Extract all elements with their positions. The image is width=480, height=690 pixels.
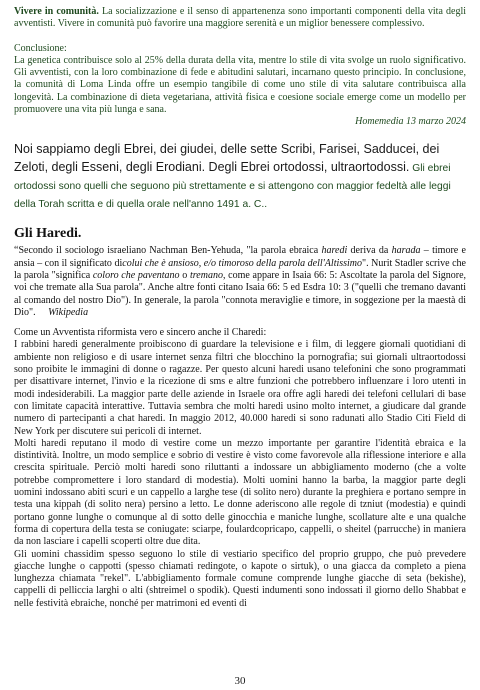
body-paragraph-chassidim: Gli uomini chassidim spesso seguono lo stile di vestiario specifico del proprio gruppo, che può prevedere giacche lunghe o cappotti (spesso chiamati redingote, o kapote o sirtuk), o una giacca da completo a piena lunghezza chiamata "rekel". L'abbigliamento formale comune comprende lunghe giacche di seta (bekishe), cappelli di pelliccia larghi o alti (shtreimel o spodik). Questi indumenti sono indossati il giorno dello Shabbat e nelle festività ebraiche, nonché per matrimoni ed eventi di	[14, 548, 466, 609]
page-number: 30	[234, 675, 246, 687]
quote-part: – timore e ansia – con il significato di	[14, 245, 466, 269]
quote-part: “Secondo il sociologo israeliano Nachman Ben-Yehuda, "la parola ebraica	[14, 245, 322, 257]
community-paragraph	[14, 6, 466, 31]
quote-source: Wikipedia	[48, 306, 89, 318]
conclusion-heading: Conclusione:	[14, 42, 67, 54]
intro-big-text: Noi sappiamo degli Ebrei, dei giudei, delle sette Scribi, Farisei, Sadducei, dei Zeloti, degli Esseni, degli Erodiani. Degli Ebrei ortodossi, ultraortodossi.	[14, 142, 440, 175]
quote-part: deriva da	[347, 245, 392, 257]
conclusion-signature: Homemedia 13 marzo 2024	[355, 116, 466, 128]
community-text: La socializzazione e il senso di appartenenza sono importanti componenti della vita degli avventisti. Vivere in comunità può favorire una maggiore serenità e un miglior benessere complessivo.	[14, 6, 467, 30]
intro-rest-text: Gli ebrei ortodossi sono quelli che seguono più strettamente e si attengono con maggior fedeltà alle leggi della Torah scritta e di quella orale nell'anno 1491 a. C..	[14, 163, 451, 211]
quote-italic: harada	[391, 245, 421, 257]
quote-part: ". Nurit Stadler scrive che la parola "significa	[14, 257, 466, 281]
quote-part: o	[179, 269, 190, 281]
quote-italic: haredi	[321, 245, 348, 257]
quote-italic: tremano	[189, 269, 223, 281]
body-paragraph-dress: Molti haredi reputano il modo di vestire come un mezzo importante per garantire l'identità ebraica e la distintività. Inoltre, un modo semplice e sobrio di vestire è visto come favorevole alla riflessione interiore e alla crescita spirituale. Perciò molti haredi sono riluttanti a indossare un abbigliamento moderno (che a volte potrebbe compromettere i loro standard di modestia). Molti uomini hanno la barba, la maggior parte degli uomini indossano abiti scuri e un cappello a larghe tese (di solito nero) durante la preghiera e portano sempre in testa una kippah (di solito nera) persino a letto. Le donne aderiscono alle regole di tzniut (modestia) e quindi portano gonne lunghe o comunque al di sotto delle ginocchia e maniche lunghe, scollature alte e una qualche forma di copertura della testa se coniugate: sciarpe, foulardcopricapo, cappelli, o sheitel (parrucche) in maniera da non lasciare i capelli scoperti oltre due dita.	[14, 437, 466, 548]
quote-part: , come appare in Isaia 66: 5: Ascoltate la parola del Signore, voi che tremate alla Sua parola". Anche altre fonti citano Isaia 66: 5 ed Esdra 10: 3 ("quelli che tremano davanti al comando del nostro Dio"). In generale, la parola "connota meraviglie e timore, in soggezione per la maestà di Dio".	[14, 269, 467, 318]
community-heading: Vivere in comunità.	[14, 6, 99, 17]
haredi-title: Gli Haredi.	[14, 226, 82, 242]
intro-paragraph	[14, 140, 466, 212]
quote-italic: colui che è ansioso, e/o timoroso della parola dell'Altissimo	[122, 257, 363, 269]
body-paragraph-media: I rabbini haredi generalmente proibiscono di guardare la televisione e i film, di leggere giornali quotidiani di ambiente non religioso e di usare internet senza filtri che blocchino la pornografia; sui giornali ultraortodossi sono proibite le immagini di donne o ragazze. Per questo alcuni haredi usano telefonini che sono programmati per disattivare internet, l'invio e la ricezione di sms e altre funzioni che potrebbero influenzare i loro utenti in modi indesiderabili. La maggior parte delle aziende in Israele ora offre agli haredi dei telefoni cellulari di base con limitate capacità interattive. Tuttavia sembra che molti haredi usino molto internet, a giudicare dal grande numero di partecipanti a chat haredi. In maggio 2012, 40.000 haredi si sono radunati allo Stadio Citi Field di New York per discutere sui pericoli di internet.	[14, 339, 466, 437]
body-intro-line: Come un Avventista riformista vero e sincero anche il Charedi:	[14, 327, 267, 339]
conclusion-text: La genetica contribuisce solo al 25% della durata della vita, mentre lo stile di vita svolge un ruolo significativo. Gli avventisti, con la loro combinazione di fede e abitudini salutari, incarnano questo principio. In conclusione, la comunità di Loma Linda offre un esempio tangibile di come uno stile di vita salutare contribuisca alla longevità. La combinazione di dieta vegetariana, attività fisica e coesione sociale emerge come un modello per promuovere una vita più lunga e sana.	[14, 54, 466, 116]
quote-italic: coloro che paventano	[92, 269, 180, 281]
haredi-quote	[14, 245, 466, 319]
